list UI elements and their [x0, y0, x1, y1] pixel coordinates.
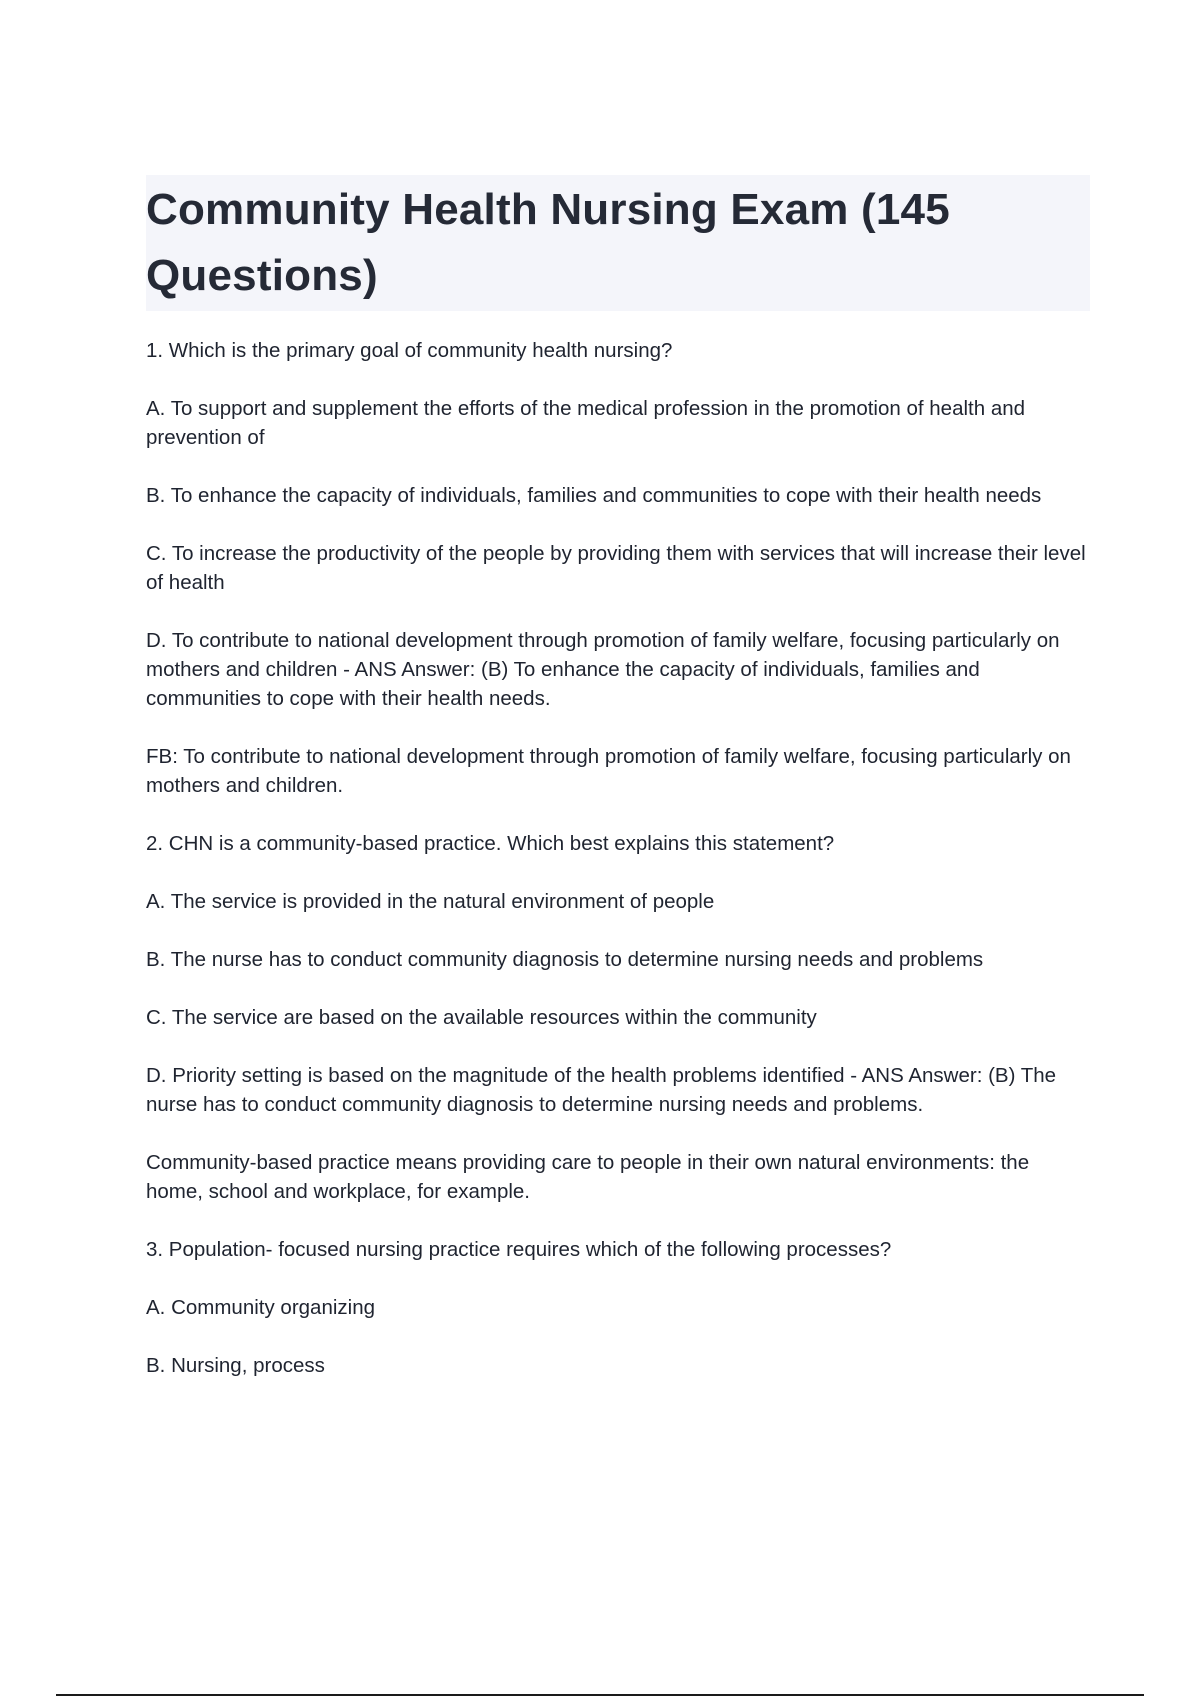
- question-1: 1. Which is the primary goal of community health nursing?: [146, 339, 673, 362]
- title-banner: [146, 175, 1090, 311]
- question-2-option-d-answer: D. Priority setting is based on the magnitude of the health problems identified - ANS Answer: (B) The nurse has to conduct community diagnosis to determine nursing needs and problems.: [146, 1064, 1057, 1116]
- question-2-feedback: Community-based practice means providing care to people in their own natural environments: the home, school and workplace, for example.: [146, 1151, 1030, 1203]
- question-1-feedback: FB: To contribute to national development through promotion of family welfare, focusing particularly on mothers and children.: [146, 745, 1071, 797]
- question-2-option-c: C. The service are based on the available resources within the community: [146, 1006, 817, 1029]
- question-3-option-a: A. Community organizing: [146, 1296, 376, 1319]
- question-3-option-b: B. Nursing, process: [146, 1354, 325, 1377]
- question-1-option-b: B. To enhance the capacity of individuals, families and communities to cope with their health needs: [146, 484, 1042, 507]
- question-2-option-b: B. The nurse has to conduct community diagnosis to determine nursing needs and problems: [146, 948, 984, 971]
- footer-divider: [56, 1694, 1144, 1696]
- question-1-option-c: C. To increase the productivity of the people by providing them with services that will increase their level of health: [146, 542, 1086, 594]
- question-1-option-a: A. To support and supplement the efforts of the medical profession in the promotion of health and prevention of: [146, 397, 1026, 449]
- question-3: 3. Population- focused nursing practice requires which of the following processes?: [146, 1238, 892, 1261]
- question-2: 2. CHN is a community-based practice. Which best explains this statement?: [146, 832, 835, 855]
- document-body: [146, 336, 1090, 1409]
- question-1-option-d-answer: D. To contribute to national development through promotion of family welfare, focusing particularly on mothers and children - ANS Answer: (B) To enhance the capacity of individuals, families and communities to cope with their health needs.: [146, 629, 1060, 710]
- document-title: Community Health Nursing Exam (145 Questions): [146, 185, 950, 300]
- question-2-option-a: A. The service is provided in the natural environment of people: [146, 890, 715, 913]
